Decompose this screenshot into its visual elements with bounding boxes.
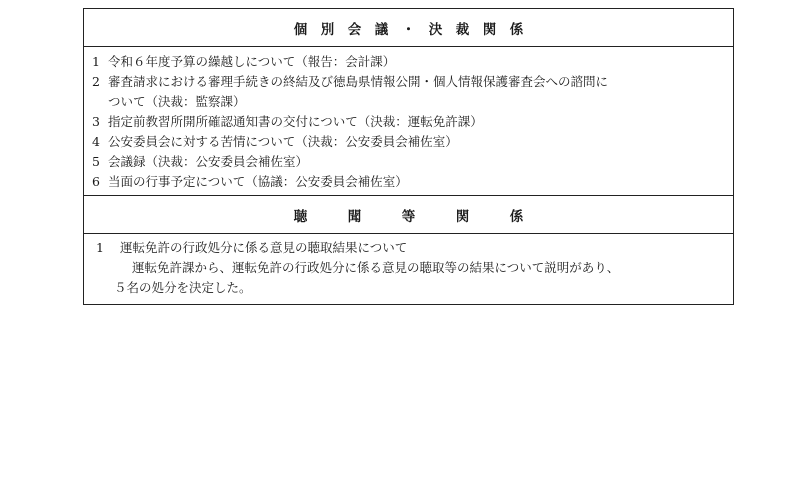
item-text: 公安委員会に対する苦情について（決裁：公安委員会補佐室）	[108, 134, 458, 149]
item-number: 4	[92, 134, 100, 149]
item-detail-line: 運転免許課から、運転免許の行政処分に係る意見の聴取等の結果について説明があり、	[132, 260, 620, 275]
item-text: 当面の行事予定について（協議：公安委員会補佐室）	[108, 174, 408, 189]
item-number: 5	[92, 154, 100, 169]
list-item	[92, 238, 727, 258]
decisions-section-title: 個 別 会 議 ・ 決 裁 関 係	[293, 21, 524, 38]
item-text: 指定前教習所開所確認通知書の交付について（決裁：運転免許課）	[108, 114, 483, 129]
hearing-section-title: 聴 聞 等 関 係	[293, 208, 524, 225]
list-item	[92, 172, 727, 192]
item-number: 2	[92, 74, 100, 89]
hearing-section-body	[84, 234, 733, 304]
list-item	[92, 72, 727, 92]
item-text-continuation: ついて（決裁：監察課）	[108, 94, 246, 109]
list-item	[92, 112, 727, 132]
decisions-section-body	[84, 47, 733, 196]
decisions-section-header	[84, 9, 733, 47]
list-item	[92, 132, 727, 152]
list-item	[92, 52, 727, 72]
item-number: 3	[92, 114, 100, 129]
item-text: 令和６年度予算の繰越しについて（報告：会計課）	[108, 54, 396, 69]
item-title: 運転免許の行政処分に係る意見の聴取結果について	[120, 240, 408, 255]
item-detail-line: ５名の処分を決定した。	[114, 280, 252, 295]
item-number: 1	[92, 54, 100, 69]
item-number: 6	[92, 174, 100, 189]
document-table	[83, 8, 734, 305]
item-text: 審査請求における審理手続きの終結及び徳島県情報公開・個人情報保護審査会への諮問に	[108, 74, 609, 89]
item-number: 1	[96, 240, 104, 255]
hearing-section-header	[84, 196, 733, 234]
item-text: 会議録（決裁：公安委員会補佐室）	[108, 154, 309, 169]
list-item	[92, 152, 727, 172]
